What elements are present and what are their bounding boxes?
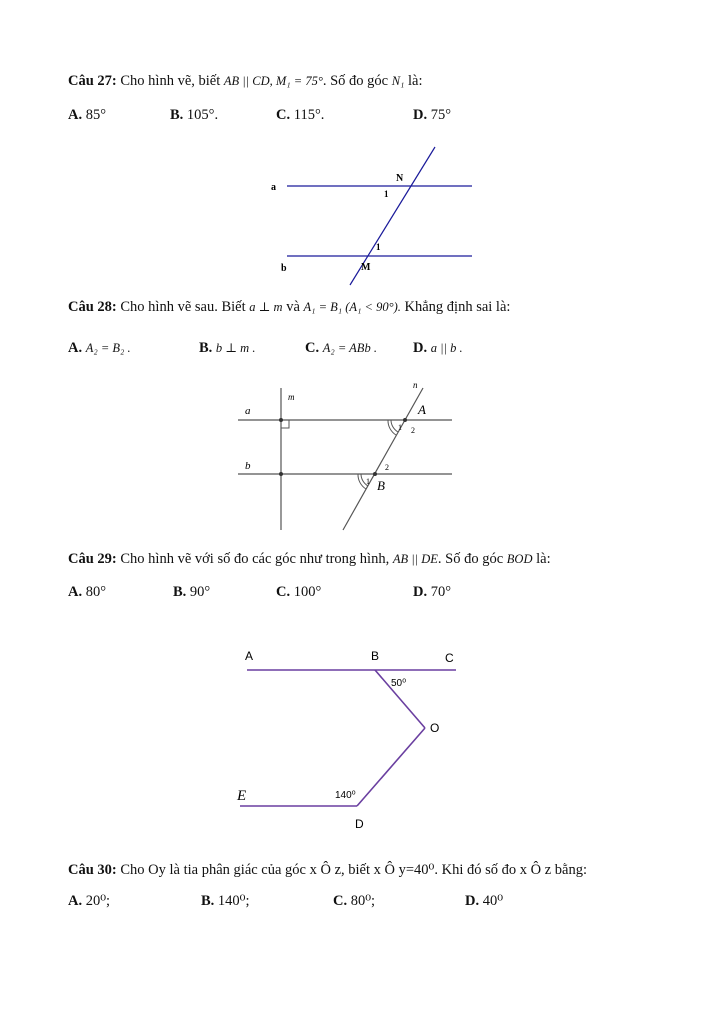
math-expression: BOD — [506, 552, 533, 566]
option-value: b ⊥ m . — [215, 341, 256, 355]
label-a: a — [271, 182, 276, 193]
label-B: B — [377, 478, 385, 493]
option-value: 75° — [430, 107, 452, 123]
question-text: Cho hình vẽ sau. Biết — [120, 299, 246, 315]
question-30 — [68, 862, 587, 879]
label-b: B — [371, 649, 380, 663]
option-letter: D. — [413, 584, 428, 600]
segment-od — [357, 728, 425, 806]
math-expression: AB || CD, M₁ = 75° — [223, 74, 323, 88]
angle-b-value: 50⁰ — [391, 678, 407, 689]
label-e: E — [237, 788, 247, 804]
option-value: 85° — [85, 107, 107, 123]
option-value: 105°. — [186, 107, 219, 123]
label-b: b — [281, 263, 287, 274]
label-d: D — [355, 817, 364, 831]
option-d[interactable] — [465, 893, 503, 910]
math-expression: a ⊥ m — [249, 300, 283, 314]
option-letter: C. — [276, 584, 291, 600]
option-letter: A. — [68, 340, 83, 356]
label-n: n — [413, 380, 418, 390]
question-text: Khẳng định sai là: — [404, 299, 511, 315]
option-letter: C. — [333, 893, 348, 909]
option-letter: D. — [413, 107, 428, 123]
option-value: a || b . — [430, 341, 463, 355]
angle-d-value: 140⁰ — [335, 790, 356, 801]
option-b[interactable] — [201, 893, 250, 910]
question-text: là: — [536, 551, 551, 567]
question-label: Câu 29: — [68, 551, 117, 567]
label-n: N — [396, 173, 404, 184]
option-letter: B. — [199, 340, 213, 356]
label-m: M — [361, 262, 371, 273]
option-value: 80⁰; — [350, 893, 376, 909]
question-text: và — [286, 299, 300, 315]
angle-a2: 2 — [411, 426, 415, 435]
label-a: A — [245, 649, 254, 663]
option-letter: B. — [173, 584, 187, 600]
angle-b2: 2 — [385, 463, 389, 472]
angle-b1: 1 — [366, 477, 370, 486]
option-letter: A. — [68, 893, 83, 909]
math-expression: A₁ = B₁ (A₁ < 90°). — [303, 300, 401, 314]
option-value: 100° — [293, 584, 322, 600]
option-value: 115°. — [293, 107, 325, 123]
option-letter: B. — [170, 107, 184, 123]
math-expression: N₁ — [391, 74, 405, 88]
question-text: Cho Oy là tia phân giác của góc x Ô z, biết x Ô y=40⁰. Khi đó số đo x Ô z bằng: — [120, 862, 587, 878]
label-c: C — [445, 651, 454, 665]
option-letter: D. — [465, 893, 480, 909]
option-value: 80° — [85, 584, 107, 600]
question-label: Câu 30: — [68, 862, 117, 878]
option-value: 20⁰; — [85, 893, 111, 909]
option-value: 140⁰; — [217, 893, 250, 909]
option-letter: C. — [276, 107, 291, 123]
question-text: . Số đo góc — [322, 73, 389, 89]
label-b: b — [245, 460, 251, 472]
angle-n1: 1 — [384, 189, 389, 199]
option-value: 70° — [430, 584, 452, 600]
label-a: a — [245, 405, 251, 417]
option-value: 40⁰ — [482, 893, 504, 909]
option-value: A₂ = ABb . — [322, 341, 377, 355]
label-A: A — [418, 402, 426, 417]
label-m: m — [288, 392, 295, 402]
question-text: Cho hình vẽ với số đo các góc như trong hình, — [120, 551, 390, 567]
option-letter: D. — [413, 340, 428, 356]
option-value: 90° — [189, 584, 211, 600]
question-label: Câu 27: — [68, 73, 117, 89]
question-text: . Số đo góc — [437, 551, 504, 567]
question-text: là: — [408, 73, 423, 89]
angle-m1: 1 — [376, 242, 381, 252]
math-expression: AB || DE — [392, 552, 438, 566]
option-letter: A. — [68, 584, 83, 600]
question-label: Câu 28: — [68, 299, 117, 315]
angle-a1: 1 — [398, 423, 402, 432]
option-letter: B. — [201, 893, 215, 909]
option-c[interactable] — [333, 893, 375, 910]
option-letter: C. — [305, 340, 320, 356]
label-o: O — [430, 721, 440, 735]
option-letter: A. — [68, 107, 83, 123]
question-text: Cho hình vẽ, biết — [120, 73, 221, 89]
option-value: A₂ = B₂ . — [85, 341, 131, 355]
option-a[interactable] — [68, 893, 110, 910]
